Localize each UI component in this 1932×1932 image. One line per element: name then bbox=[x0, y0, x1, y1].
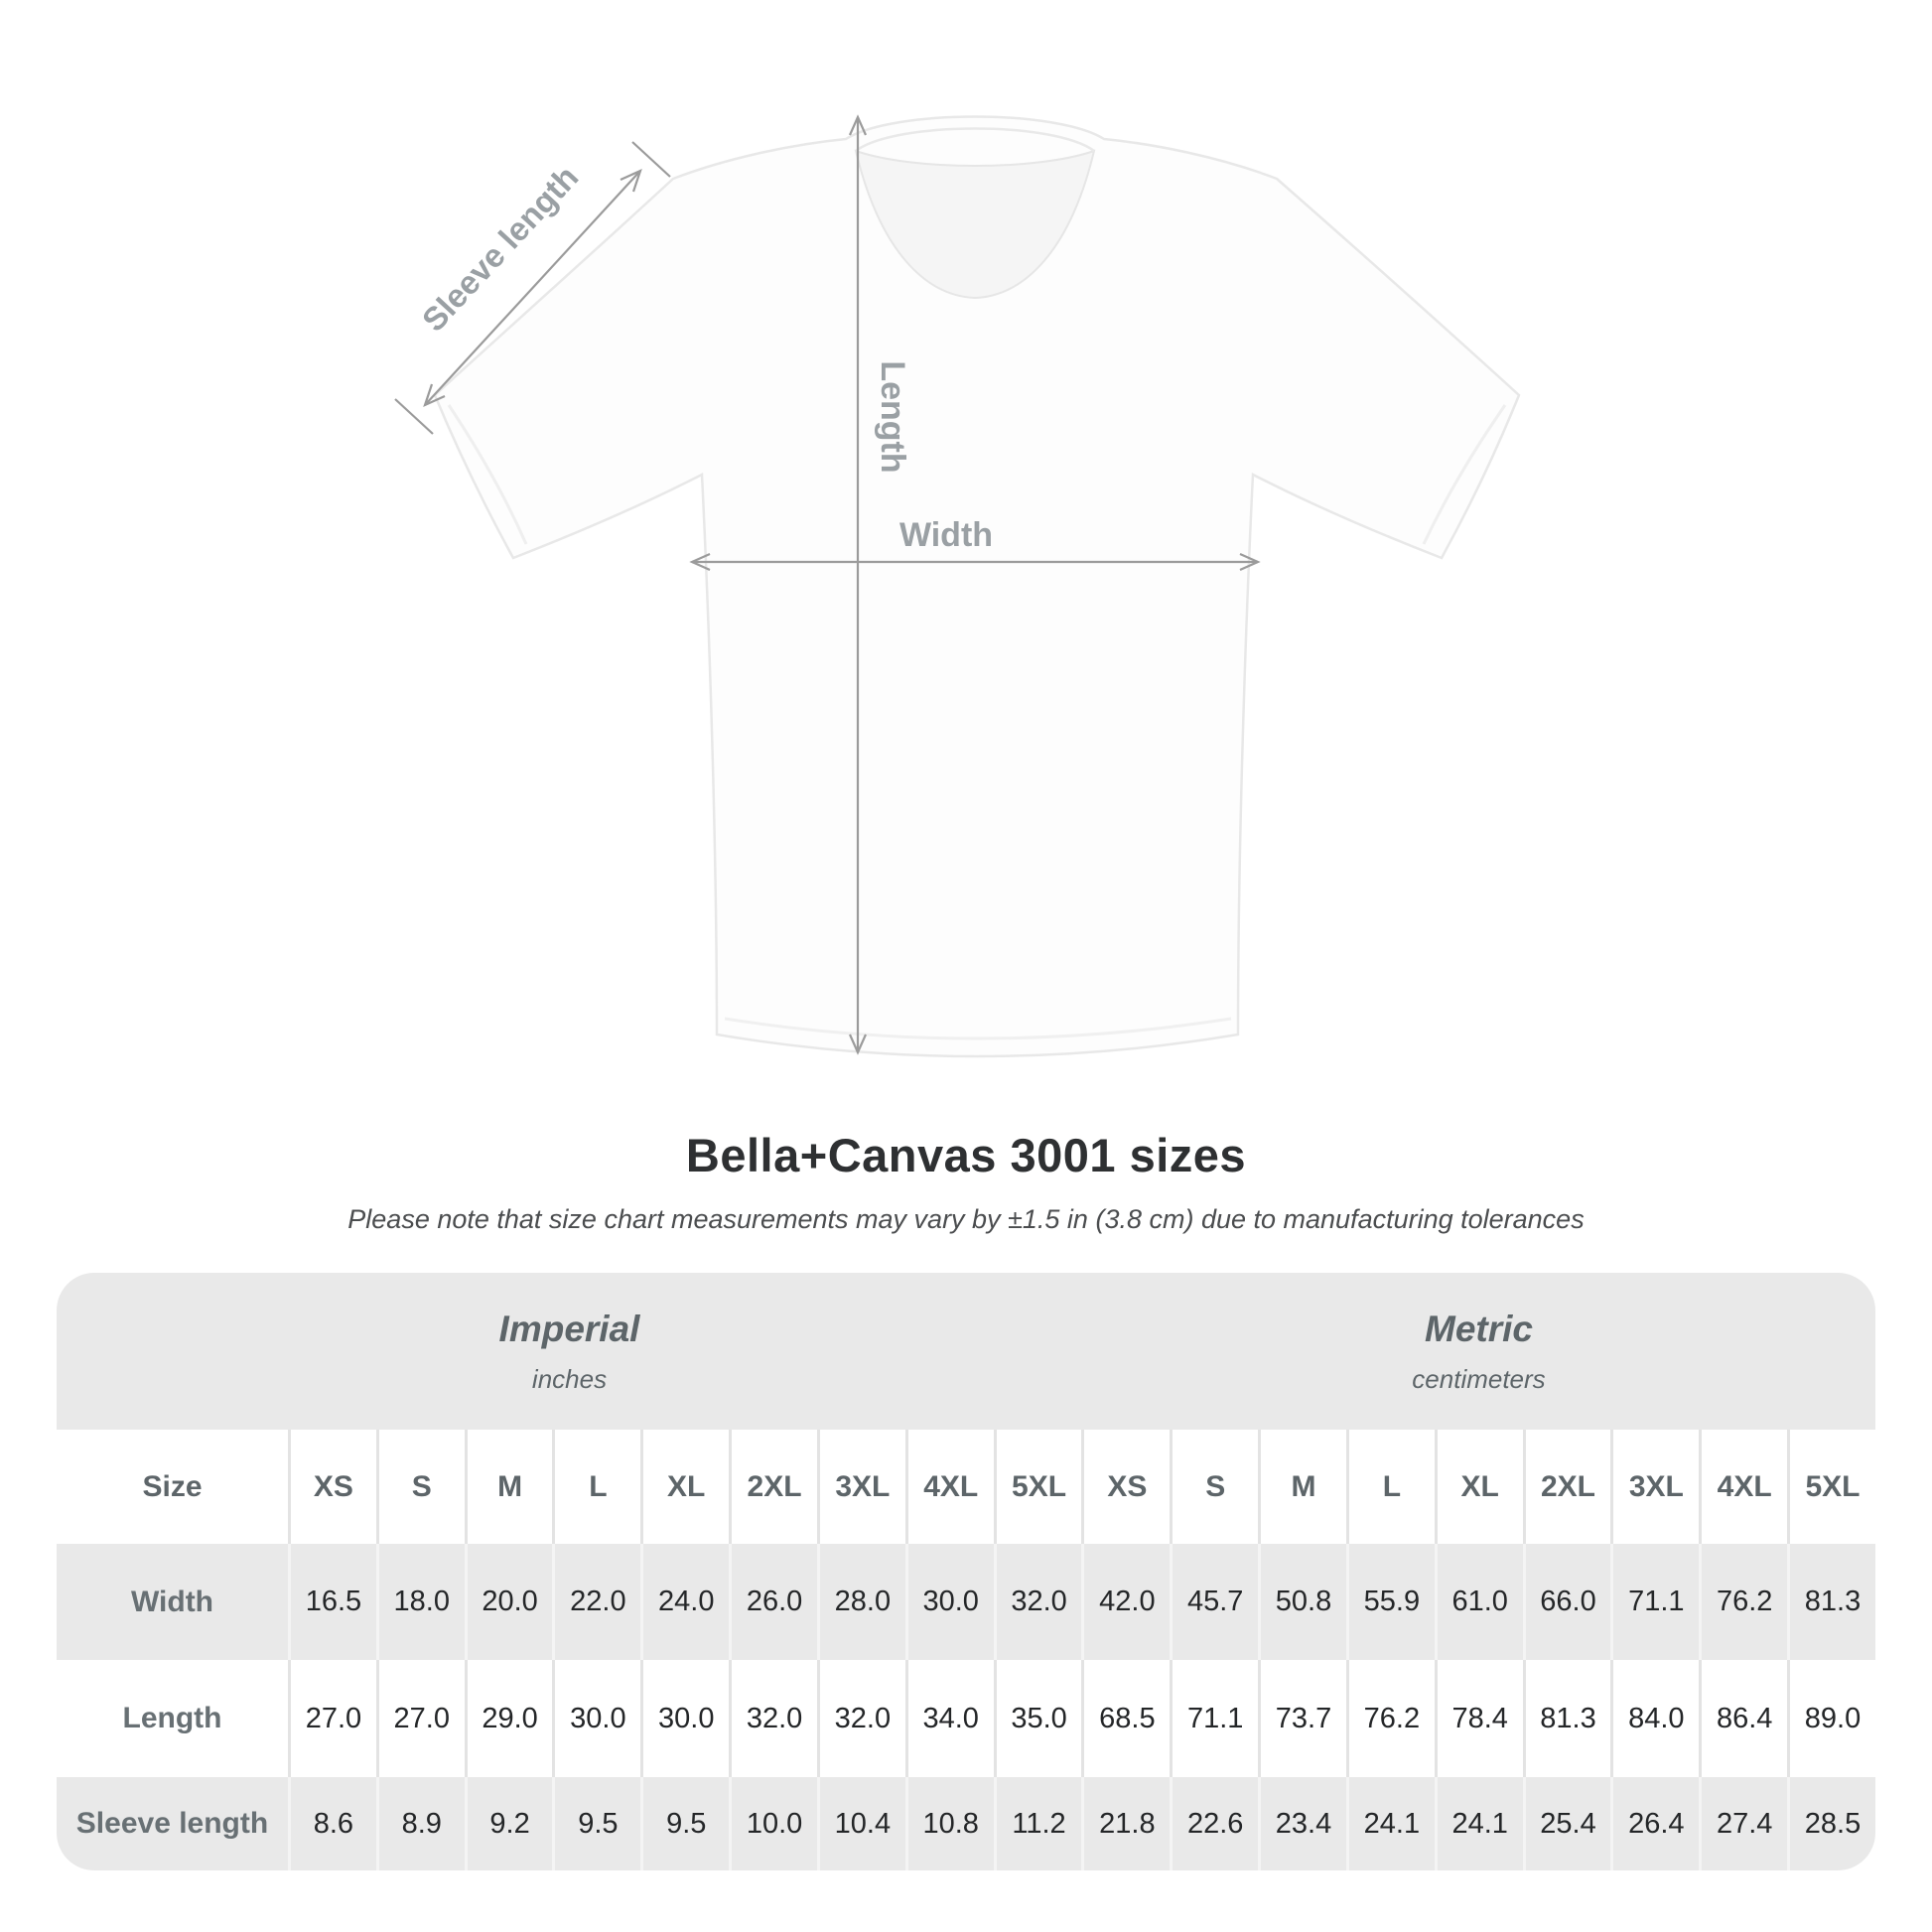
size-column-header: 4XL bbox=[905, 1430, 994, 1544]
size-column-header: S bbox=[376, 1430, 465, 1544]
width-value: 24.0 bbox=[640, 1544, 729, 1660]
page-title: Bella+Canvas 3001 sizes bbox=[685, 1129, 1247, 1181]
width-values bbox=[288, 1544, 1875, 1660]
width-value: 66.0 bbox=[1523, 1544, 1611, 1660]
width-value: 26.0 bbox=[729, 1544, 817, 1660]
size-column-header: S bbox=[1170, 1430, 1258, 1544]
width-value: 28.0 bbox=[817, 1544, 905, 1660]
sleeve-length-value: 21.8 bbox=[1081, 1777, 1170, 1870]
sleeve-length-value: 8.6 bbox=[288, 1777, 376, 1870]
size-header-row bbox=[57, 1430, 1875, 1544]
length-value: 68.5 bbox=[1081, 1660, 1170, 1777]
sleeve-length-value: 27.4 bbox=[1699, 1777, 1787, 1870]
length-value: 86.4 bbox=[1699, 1660, 1787, 1777]
sleeve-length-value: 26.4 bbox=[1610, 1777, 1699, 1870]
sleeve-length-value: 23.4 bbox=[1258, 1777, 1346, 1870]
length-value: 81.3 bbox=[1523, 1660, 1611, 1777]
sleeve-length-row-label: Sleeve length bbox=[75, 1807, 269, 1840]
size-column-header: 4XL bbox=[1699, 1430, 1787, 1544]
length-value: 29.0 bbox=[465, 1660, 553, 1777]
length-value: 30.0 bbox=[640, 1660, 729, 1777]
width-value: 55.9 bbox=[1346, 1544, 1435, 1660]
size-column-header: 2XL bbox=[1523, 1430, 1611, 1544]
length-value: 76.2 bbox=[1346, 1660, 1435, 1777]
width-value: 71.1 bbox=[1610, 1544, 1699, 1660]
width-row bbox=[57, 1544, 1875, 1660]
sleeve-length-value: 28.5 bbox=[1787, 1777, 1875, 1870]
imperial-header bbox=[57, 1273, 1082, 1430]
width-value: 61.0 bbox=[1435, 1544, 1523, 1660]
size-header-label: Size bbox=[142, 1469, 203, 1503]
length-value: 84.0 bbox=[1610, 1660, 1699, 1777]
metric-header bbox=[1082, 1273, 1875, 1430]
metric-title: Metric bbox=[1425, 1308, 1533, 1349]
width-value: 22.0 bbox=[552, 1544, 640, 1660]
sleeve-length-values bbox=[288, 1777, 1875, 1870]
width-value: 32.0 bbox=[994, 1544, 1082, 1660]
page-subtitle: Please note that size chart measurements may vary by ±1.5 in (3.8 cm) due to manufacturing tolerances bbox=[347, 1204, 1585, 1234]
length-value: 27.0 bbox=[288, 1660, 376, 1777]
width-value: 42.0 bbox=[1081, 1544, 1170, 1660]
sleeve-length-label: Sleeve length bbox=[414, 158, 586, 339]
sleeve-length-row bbox=[57, 1777, 1875, 1870]
sleeve-length-value: 9.5 bbox=[552, 1777, 640, 1870]
width-value: 45.7 bbox=[1170, 1544, 1258, 1660]
imperial-title: Imperial bbox=[498, 1308, 640, 1349]
width-value: 50.8 bbox=[1258, 1544, 1346, 1660]
sleeve-length-value: 8.9 bbox=[376, 1777, 465, 1870]
length-value: 27.0 bbox=[376, 1660, 465, 1777]
size-column-header: 3XL bbox=[817, 1430, 905, 1544]
size-column-header: 5XL bbox=[994, 1430, 1082, 1544]
size-column-header: 3XL bbox=[1610, 1430, 1699, 1544]
length-value: 32.0 bbox=[817, 1660, 905, 1777]
sleeve-length-value: 11.2 bbox=[994, 1777, 1082, 1870]
width-row-label: Width bbox=[130, 1585, 214, 1618]
size-columns bbox=[288, 1430, 1875, 1544]
length-label: Length bbox=[874, 360, 911, 474]
width-value: 30.0 bbox=[905, 1544, 994, 1660]
size-column-header: L bbox=[552, 1430, 640, 1544]
size-column-header: L bbox=[1346, 1430, 1435, 1544]
length-value: 34.0 bbox=[905, 1660, 994, 1777]
width-value: 20.0 bbox=[465, 1544, 553, 1660]
size-column-header: M bbox=[465, 1430, 553, 1544]
width-value: 76.2 bbox=[1699, 1544, 1787, 1660]
width-label: Width bbox=[898, 516, 994, 554]
imperial-unit: inches bbox=[531, 1363, 608, 1394]
sleeve-length-value: 10.8 bbox=[905, 1777, 994, 1870]
sleeve-length-value: 9.5 bbox=[640, 1777, 729, 1870]
length-value: 30.0 bbox=[552, 1660, 640, 1777]
length-value: 71.1 bbox=[1170, 1660, 1258, 1777]
size-column-header: M bbox=[1258, 1430, 1346, 1544]
size-column-header: XL bbox=[1435, 1430, 1523, 1544]
sleeve-length-value: 24.1 bbox=[1346, 1777, 1435, 1870]
length-value: 89.0 bbox=[1787, 1660, 1875, 1777]
sleeve-length-value: 24.1 bbox=[1435, 1777, 1523, 1870]
size-column-header: XS bbox=[288, 1430, 376, 1544]
size-column-header: 2XL bbox=[729, 1430, 817, 1544]
size-column-header: XS bbox=[1081, 1430, 1170, 1544]
length-value: 78.4 bbox=[1435, 1660, 1523, 1777]
length-value: 73.7 bbox=[1258, 1660, 1346, 1777]
length-value: 32.0 bbox=[729, 1660, 817, 1777]
sleeve-length-value: 22.6 bbox=[1170, 1777, 1258, 1870]
width-value: 81.3 bbox=[1787, 1544, 1875, 1660]
width-value: 18.0 bbox=[376, 1544, 465, 1660]
sleeve-length-value: 25.4 bbox=[1523, 1777, 1611, 1870]
size-table bbox=[57, 1273, 1875, 1870]
length-row bbox=[57, 1660, 1875, 1777]
sleeve-length-value: 10.0 bbox=[729, 1777, 817, 1870]
length-row-label: Length bbox=[122, 1702, 222, 1734]
size-column-header: 5XL bbox=[1787, 1430, 1875, 1544]
sleeve-length-value: 9.2 bbox=[465, 1777, 553, 1870]
length-values bbox=[288, 1660, 1875, 1777]
width-value: 16.5 bbox=[288, 1544, 376, 1660]
length-value: 35.0 bbox=[994, 1660, 1082, 1777]
sleeve-length-value: 10.4 bbox=[817, 1777, 905, 1870]
unit-header-row bbox=[57, 1273, 1875, 1430]
heading bbox=[0, 1128, 1932, 1235]
size-column-header: XL bbox=[640, 1430, 729, 1544]
metric-unit: centimeters bbox=[1412, 1363, 1546, 1394]
